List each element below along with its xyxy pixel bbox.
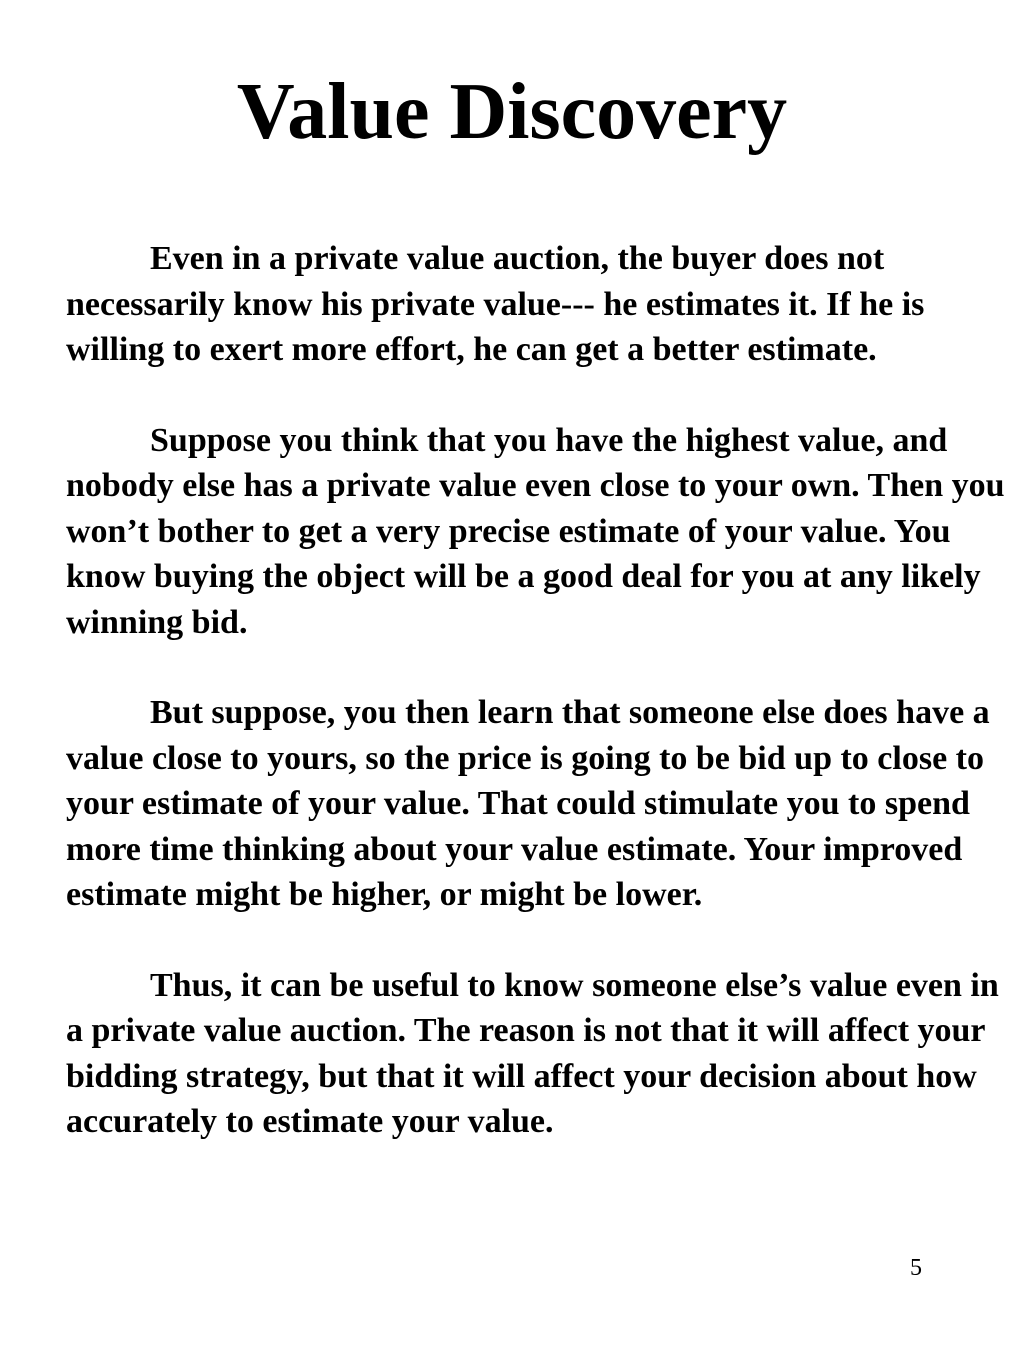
paragraph-close-competitor: But suppose, you then learn that someone else does have a value close to yours, so the price is going to be bid up to close to your estimate of your value. That could stimulate you to spend more time thinking about your value estimate. Your improved estimate might be higher, or might be lower.: [66, 694, 990, 913]
paragraph-conclusion: Thus, it can be useful to know someone else’s value even in a private value auction. The reason is not that it will affect your bidding strategy, but that it will affect your decision about how accurately to estimate your value.: [66, 966, 999, 1140]
slide-title: Value Discovery: [236, 68, 788, 156]
slide-body: [66, 236, 1014, 1145]
paragraph-highest-value: Suppose you think that you have the highest value, and nobody else has a private value even close to your own. Then you won’t bother to get a very precise estimate of your value. You know buying the object will be a good deal for you at any likely winning bid.: [66, 421, 1005, 641]
paragraph-value-estimation: Even in a private value auction, the buyer does not necessarily know his private value--- he estimates it. If he is willing to exert more effort, he can get a better estimate.: [66, 240, 925, 368]
slide-number: 5: [910, 1255, 922, 1281]
